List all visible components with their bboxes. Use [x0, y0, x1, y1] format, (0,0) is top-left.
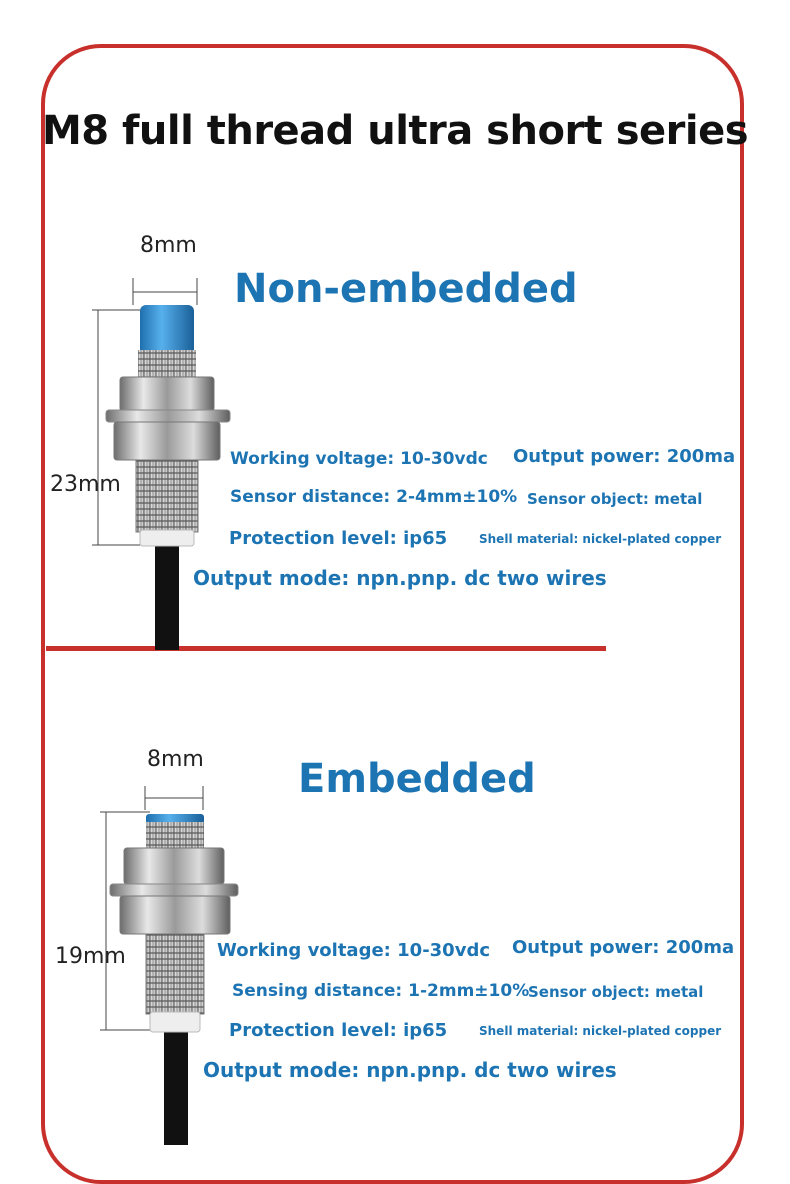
spec-output-power: Output power: 200ma: [513, 446, 736, 467]
diameter-label: 8mm: [147, 747, 204, 772]
page-title: M8 full thread ultra short series: [41, 108, 749, 154]
spec-sensor-object: Sensor object: metal: [527, 490, 703, 508]
washer: [106, 410, 230, 422]
top-nut: [124, 848, 224, 884]
washer: [110, 884, 238, 896]
spec-output-mode: Output mode: npn.pnp. dc two wires: [193, 566, 607, 590]
spec-protection-level: Protection level: ip65: [229, 528, 448, 549]
threaded-body: [136, 460, 198, 532]
non-embedded-sensor-image: [92, 278, 230, 650]
blue-sensing-cap: [140, 305, 194, 357]
top-nut: [120, 377, 214, 411]
spec-sensing-distance: Sensing distance: 1-2mm±10%: [232, 981, 530, 1001]
section-heading: Embedded: [298, 756, 536, 802]
spec-protection-level: Protection level: ip65: [229, 1020, 448, 1041]
spec-output-mode: Output mode: npn.pnp. dc two wires: [203, 1058, 617, 1082]
length-label: 23mm: [50, 472, 121, 497]
spec-shell-material: Shell material: nickel-plated copper: [479, 532, 722, 546]
spec-working-voltage: Working voltage: 10-30vdc: [217, 940, 490, 961]
spec-shell-material: Shell material: nickel-plated copper: [479, 1024, 722, 1038]
spec-sensor-distance: Sensor distance: 2-4mm±10%: [230, 487, 518, 507]
lower-nut: [114, 422, 220, 460]
spec-sensor-object: Sensor object: metal: [528, 983, 704, 1001]
cable: [155, 540, 179, 650]
cable: [164, 1025, 188, 1145]
section-heading: Non-embedded: [234, 266, 578, 312]
spec-working-voltage: Working voltage: 10-30vdc: [230, 449, 488, 469]
threaded-body: [146, 934, 204, 1014]
diameter-label: 8mm: [140, 233, 197, 258]
spec-output-power: Output power: 200ma: [512, 937, 735, 958]
lower-nut: [120, 896, 230, 934]
length-label: 19mm: [55, 944, 126, 969]
